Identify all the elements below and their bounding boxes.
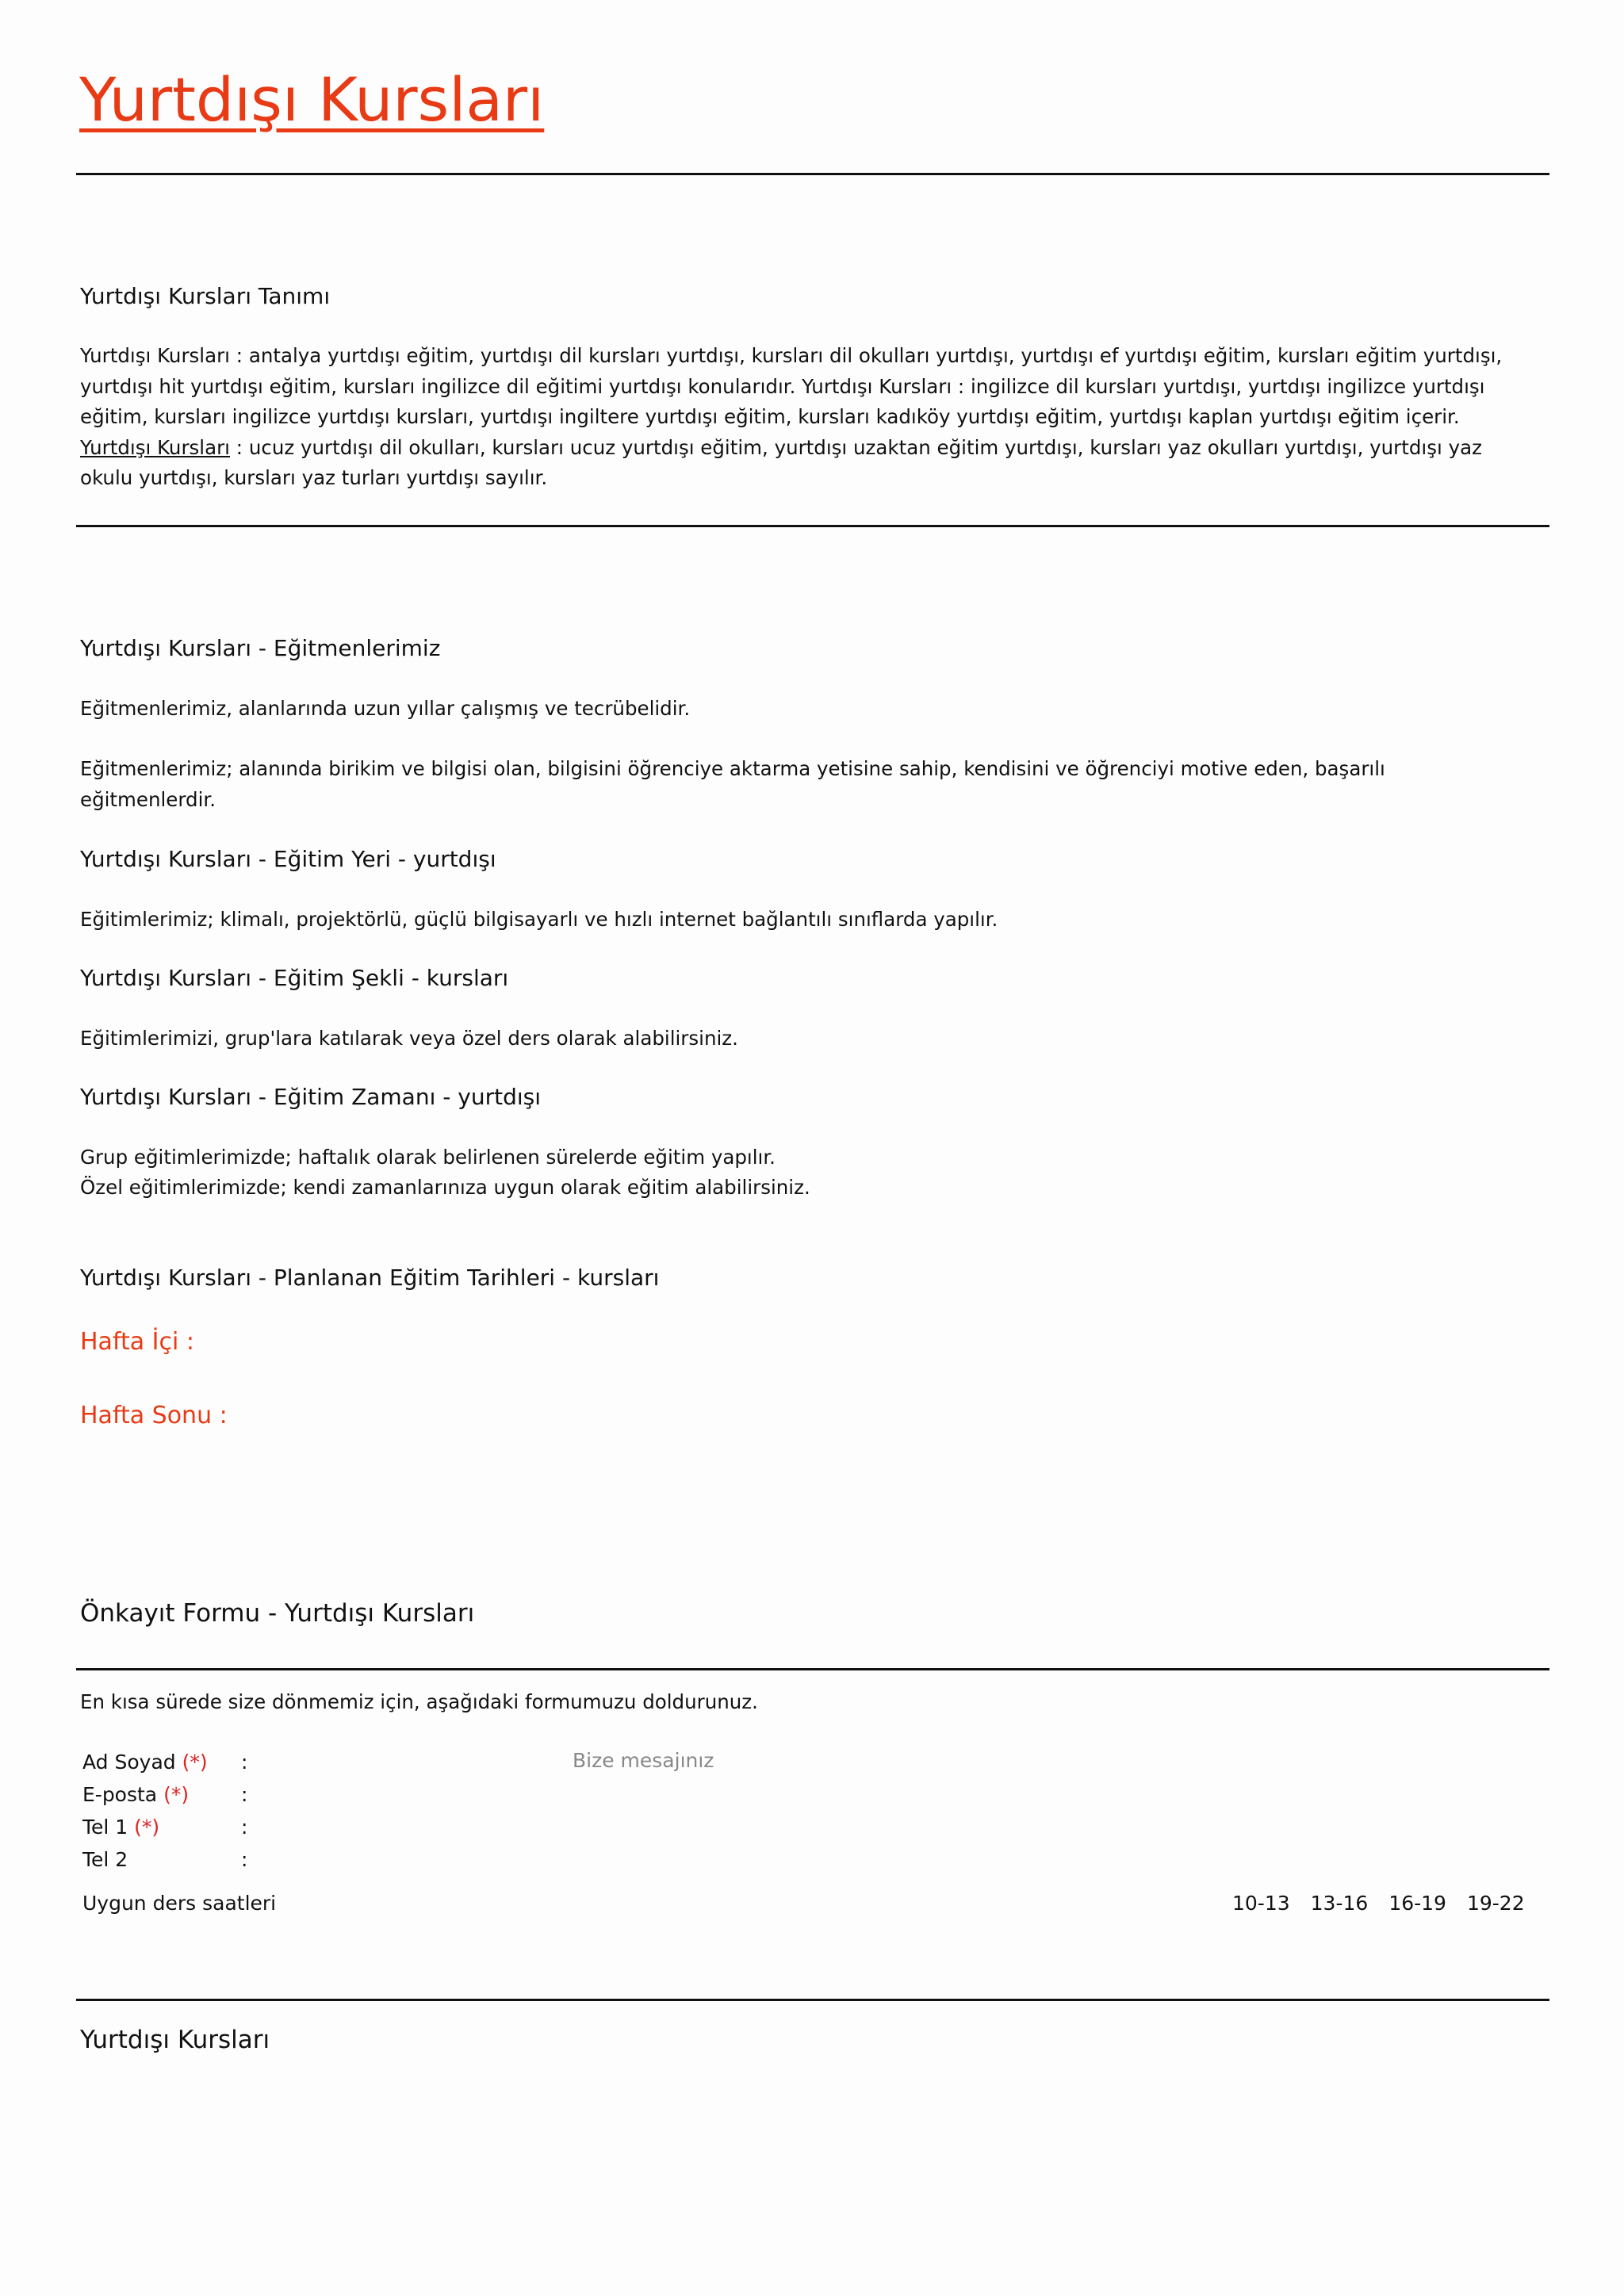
hours-label: Uygun ders saatleri [82, 1892, 277, 1915]
name-colon: : [241, 1751, 248, 1774]
time-slots [1232, 1890, 1525, 1917]
time-slot-option[interactable]: 16-19 [1388, 1892, 1446, 1915]
location-heading: Yurtdışı Kursları - Eğitim Yeri - yurtdışı [80, 846, 496, 872]
location-paragraph: Eğitimlerimiz; klimalı, projektörlü, güçlü bilgisayarlı ve hızlı internet bağlantılı sınıflarda yapılır. [80, 908, 998, 931]
footer-text: Yurtdışı Kursları [80, 2026, 270, 2054]
tel1-input[interactable] [262, 1812, 531, 1841]
required-mark: (*) [163, 1783, 190, 1806]
format-paragraph: Eğitimlerimizi, grup'lara katılarak veya özel ders olarak alabilirsiniz. [80, 1027, 738, 1050]
tel1-label: Tel 1 [82, 1816, 128, 1839]
required-mark: (*) [134, 1816, 160, 1839]
divider [76, 525, 1549, 527]
timing-line-2: Özel eğitimlerimizde; kendi zamanlarınıza uygun olarak eğitim alabilirsiniz. [80, 1176, 810, 1199]
tel2-label: Tel 2 [82, 1848, 128, 1871]
tel1-field-label [82, 1814, 159, 1841]
divider [76, 1668, 1549, 1670]
intro-text-part2: : ucuz yurtdışı dil okulları, kursları ucuz yurtdışı eğitim, yurtdışı uzaktan eğitim yurtdışı, kursları yaz okulları yurtdışı, yurtdışı yaz okulu yurtdışı, kursları yaz turları yurtdışı sayılır. [80, 435, 1482, 489]
message-textarea[interactable] [568, 1744, 1503, 1871]
email-label: E-posta [82, 1783, 158, 1806]
page-title[interactable]: Yurtdışı Kursları [79, 64, 545, 135]
instructors-paragraph-1: Eğitmenlerimiz, alanlarında uzun yıllar çalışmış ve tecrübelidir. [80, 697, 691, 720]
divider [76, 1999, 1549, 2001]
name-input[interactable] [262, 1747, 531, 1776]
message-placeholder: Bize mesajınız [573, 1749, 714, 1772]
format-heading: Yurtdışı Kursları - Eğitim Şekli - kursları [80, 965, 509, 991]
divider [76, 173, 1549, 175]
intro-paragraph [80, 341, 1515, 494]
instructors-paragraph-2: Eğitmenlerimiz; alanında birikim ve bilgisi olan, bilgisini öğrenciye aktarma yetisine sahip, kendisini ve öğrenciyi motive eden, başarılı eğitmenlerdir. [80, 757, 1385, 811]
tel2-colon: : [241, 1848, 248, 1871]
schedule-heading: Yurtdışı Kursları - Planlanan Eğitim Tarihleri - kursları [80, 1265, 660, 1291]
intro-heading: Yurtdışı Kursları Tanımı [80, 283, 331, 309]
email-input[interactable] [262, 1780, 531, 1808]
tel1-colon: : [241, 1816, 248, 1839]
weekend-label: Hafta Sonu : [80, 1402, 228, 1429]
name-field-label [82, 1749, 208, 1776]
intro-inline-link[interactable]: Yurtdışı Kursları [80, 435, 230, 459]
time-slot-option[interactable]: 19-22 [1466, 1892, 1525, 1915]
email-colon: : [241, 1783, 248, 1806]
name-label: Ad Soyad [82, 1751, 176, 1774]
tel2-input[interactable] [262, 1845, 531, 1873]
time-slot-option[interactable]: 13-16 [1310, 1892, 1369, 1915]
tel2-field-label [82, 1846, 128, 1873]
weekday-label: Hafta İçi : [80, 1328, 194, 1356]
instructors-heading: Yurtdışı Kursları - Eğitmenlerimiz [80, 635, 441, 661]
time-slot-option[interactable]: 10-13 [1232, 1892, 1290, 1915]
intro-text-part1: Yurtdışı Kursları : antalya yurtdışı eğitim, yurtdışı dil kursları yurtdışı, kursları dil okulları yurtdışı, yurtdışı ef yurtdışı eğitim, kursları eğitim yurtdışı, yurtdışı hit yurtdışı eğitim, kursları ingilizce dil eğitimi yurtdışı konularıdır. Yurtdışı Kursları : ingilizce dil kursları yurtdışı, yurtdışı ingilizce yurtdışı eğitim, kursları ingilizce yurtdışı kursları, yurtdışı ingiltere yurtdışı eğitim, kursları kadıköy yurtdışı eğitim, yurtdışı kaplan yurtdışı eğitim içerir. [80, 344, 1503, 428]
timing-heading: Yurtdışı Kursları - Eğitim Zamanı - yurtdışı [80, 1084, 541, 1110]
form-heading: Önkayıt Formu - Yurtdışı Kursları [80, 1599, 475, 1628]
email-field-label [82, 1781, 189, 1808]
timing-line-1: Grup eğitimlerimizde; haftalık olarak belirlenen sürelerde eğitim yapılır. [80, 1146, 776, 1169]
form-intro: En kısa sürede size dönmemiz için, aşağıdaki formumuzu doldurunuz. [80, 1690, 758, 1713]
required-mark: (*) [182, 1751, 208, 1774]
